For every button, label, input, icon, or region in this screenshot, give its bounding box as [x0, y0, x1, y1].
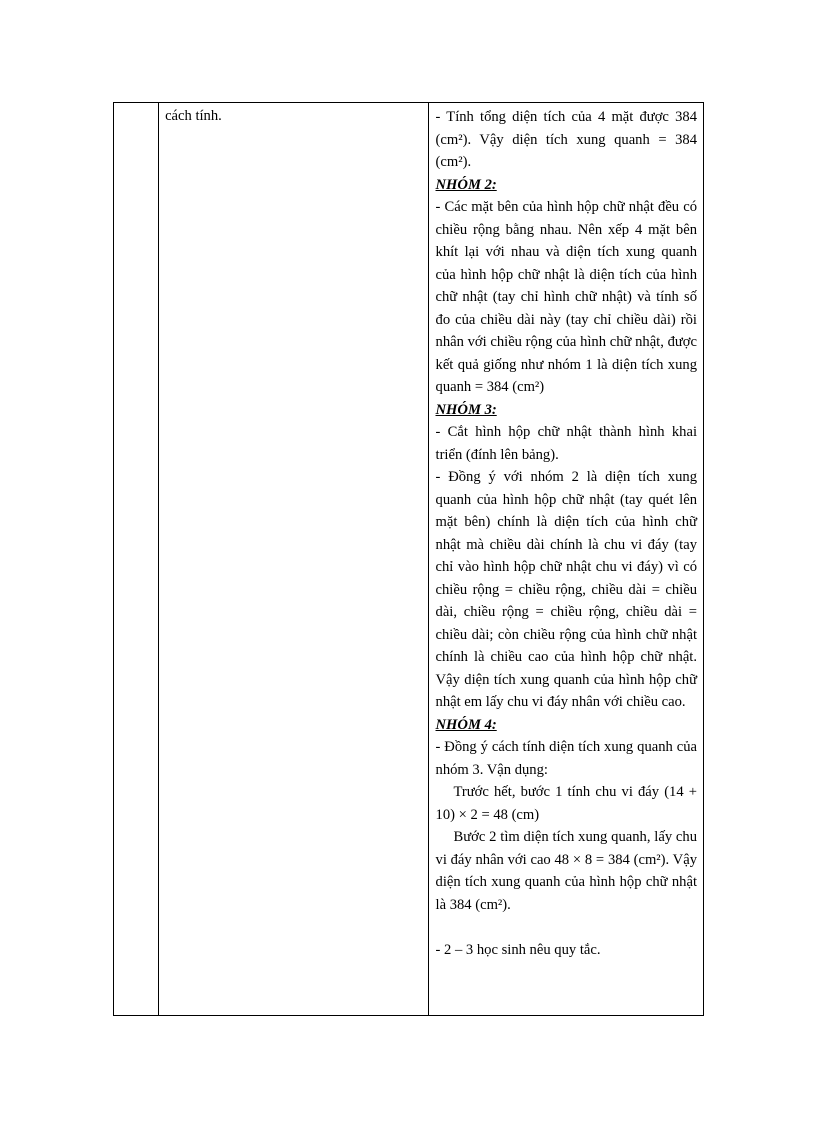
- group4-agreement: - Đồng ý cách tính diện tích xung quanh của nhóm 3. Vận dụng:: [435, 739, 697, 778]
- teacher-activity-cell: [159, 103, 428, 1016]
- teacher-activity-text: cách tính.: [165, 108, 222, 124]
- blank-line: [436, 916, 697, 939]
- students-state-rule: - 2 – 3 học sinh nêu quy tắc.: [435, 941, 601, 958]
- group4-heading: NHÓM 4:: [435, 716, 497, 733]
- group3-heading: NHÓM 3:: [435, 401, 497, 418]
- lesson-table: [113, 102, 704, 1016]
- group4-step2: Bước 2 tìm diện tích xung quanh, lấy chu vi đáy nhân với cao 48 × 8 = 384 (cm²). Vậy diện tích xung quanh của hình hộp chữ nhật là 384 (cm²).: [435, 829, 697, 913]
- group3-explanation: - Đồng ý với nhóm 2 là diện tích xung quanh của hình hộp chữ nhật (tay quét lên mặt bên) chính là diện tích của hình chữ nhật mà chiều dài chính là chu vi đáy (tay chỉ vào hình hộp chữ nhật chu vi đáy) vì có chiều rộng = chiều rộng, chiều dài = chiều dài, chiều rộng = chiều rộng, chiều dài = chiều dài; còn chiều rộng của hình chữ nhật chính là chiều cao của hình hộp chữ nhật. Vậy diện tích xung quanh của hình hộp chữ nhật em lấy chu vi đáy nhân với chiều cao.: [435, 469, 697, 710]
- group3-cut-net: - Cắt hình hộp chữ nhật thành hình khai triển (đính lên bảng).: [435, 424, 697, 463]
- group4-step1: Trước hết, bước 1 tính chu vi đáy (14 + 10) × 2 = 48 (cm): [435, 784, 697, 823]
- table-row: [114, 103, 704, 1016]
- group2-explanation: - Các mặt bên của hình hộp chữ nhật đều có chiều rộng bằng nhau. Nên xếp 4 mặt bên khít lại với nhau và diện tích xung quanh của hình hộp chữ nhật là diện tích của hình chữ nhật (tay chỉ hình chữ nhật) và tính số đo của chiều dài này (tay chỉ chiều dài) rồi nhân với chiều rộng của hình chữ nhật, được kết quả giống như nhóm 1 là diện tích xung quanh = 384 (cm²): [435, 199, 697, 395]
- group1-conclusion: - Tính tổng diện tích của 4 mặt được 384 (cm²). Vậy diện tích xung quanh = 384 (cm²).: [435, 109, 697, 170]
- student-activity-cell: [428, 103, 703, 1016]
- empty-cell: [114, 103, 159, 1016]
- group2-heading: NHÓM 2:: [435, 176, 497, 193]
